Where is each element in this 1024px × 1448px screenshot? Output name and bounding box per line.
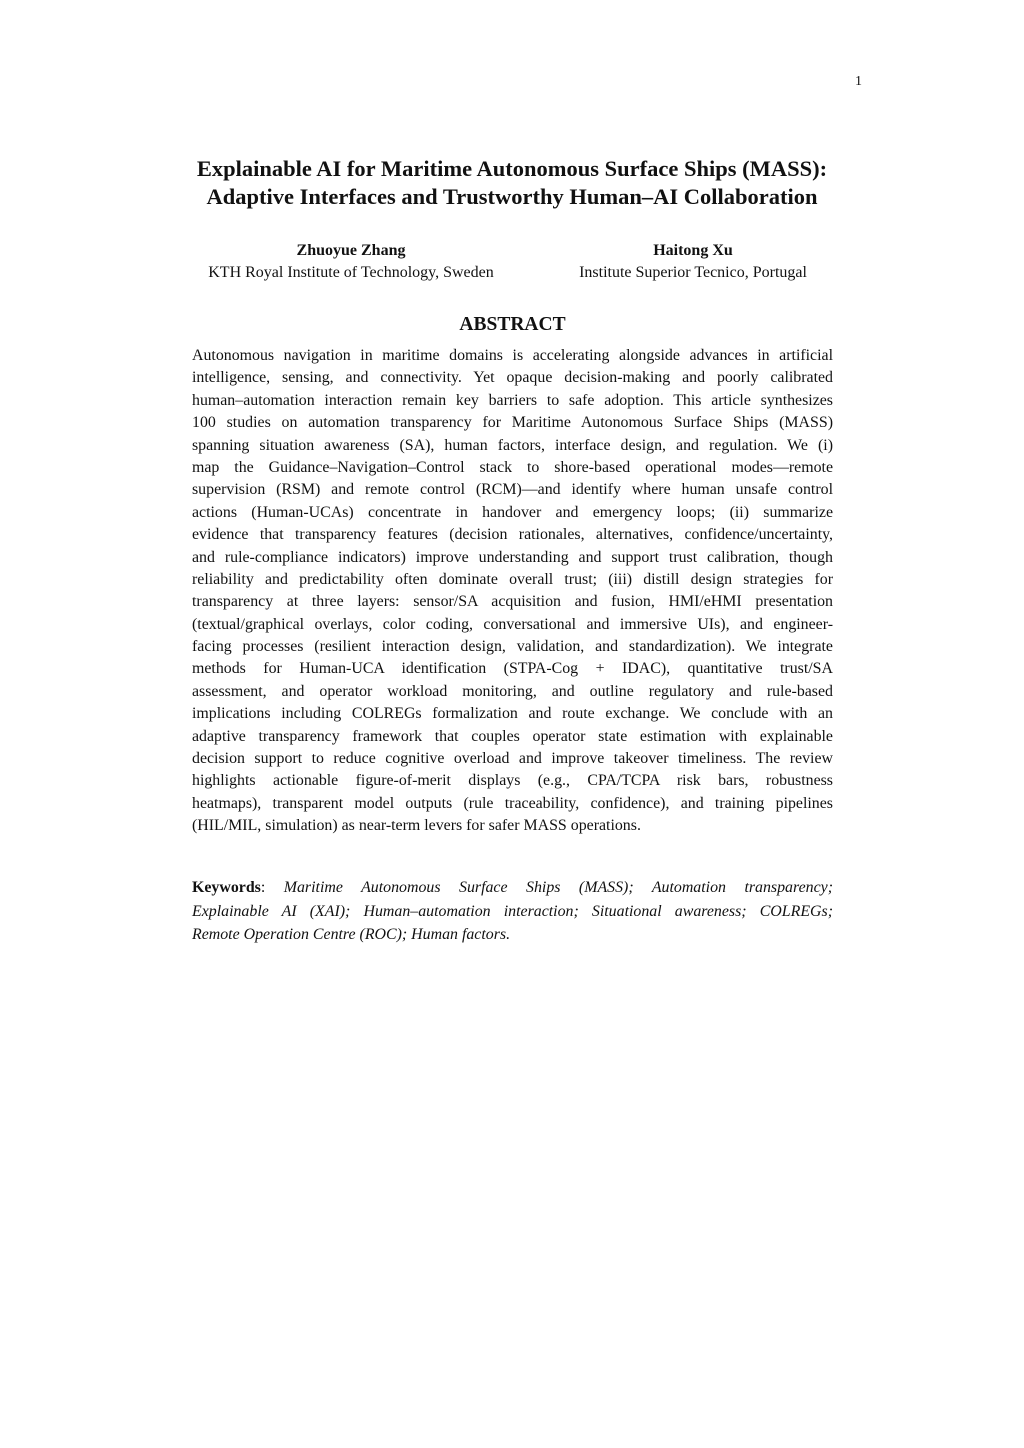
keywords [192,876,833,947]
abstract-line: methods for Human-UCA identification (STPA-Cog + IDAC), quantitative trust/SA [192,660,833,678]
abstract-line: facing processes (resilient interaction design, validation, and standardization). We integrate [192,638,833,656]
keywords-text: Explainable AI (XAI); Human–automation interaction; Situational awareness; COLREGs; [192,902,833,920]
abstract-line: map the Guidance–Navigation–Control stack to shore-based operational modes—remote [192,458,833,476]
abstract-line: (textual/graphical overlays, color coding, conversational and immersive UIs), and engineer- [192,615,833,633]
keywords-separator: : [260,879,284,896]
keywords-line [192,923,833,947]
abstract-line: intelligence, sensing, and connectivity. Yet opaque decision-making and poorly calibrated [192,369,833,387]
abstract-heading: ABSTRACT [459,314,566,335]
author-name: Haitong Xu [653,242,733,259]
abstract-line: (HIL/MIL, simulation) as near-term levers for safer MASS operations. [192,817,641,835]
title-line: Adaptive Interfaces and Trustworthy Human–AI Collaboration [206,184,818,209]
abstract-line: reliability and predictability often dominate overall trust; (iii) distill design strategies for [192,570,833,588]
paper-title [120,155,904,211]
abstract-line: supervision (RSM) and remote control (RCM)—and identify where human unsafe control [192,481,833,499]
abstract-line: decision support to reduce cognitive overload and improve takeover timeliness. The review [192,750,833,768]
keywords-label: Keywords [192,879,261,896]
title-line: Explainable AI for Maritime Autonomous Surface Ships (MASS): [196,156,828,181]
author-block-2 [523,240,863,284]
abstract-line: actions (Human-UCAs) concentrate in handover and emergency loops; (ii) summarize [192,503,833,521]
author-affiliation: Institute Superior Tecnico, Portugal [579,264,807,281]
abstract-line: implications including COLREGs formalization and route exchange. We conclude with an [192,705,833,723]
author-affiliation: KTH Royal Institute of Technology, Sweden [208,264,494,281]
page-number: 1 [855,74,862,89]
abstract-line: 100 studies on automation transparency for Maritime Autonomous Surface Ships (MASS) [192,414,833,432]
abstract-line: and rule-compliance indicators) improve understanding and support trust calibration, though [192,548,833,566]
abstract-line: Autonomous navigation in maritime domains is accelerating alongside advances in artificial [192,347,833,364]
keywords-text: Remote Operation Centre (ROC); Human factors. [192,926,511,943]
abstract-line: assessment, and operator workload monitoring, and outline regulatory and rule-based [192,682,833,700]
keywords-text: Maritime Autonomous Surface Ships (MASS); Automation transparency; [283,879,833,896]
abstract-line: human–automation interaction remain key barriers to safe adoption. This article synthesizes [192,391,833,409]
abstract-line: spanning situation awareness (SA), human factors, interface design, and regulation. We (i) [192,436,833,454]
abstract-line: heatmaps), transparent model outputs (rule traceability, confidence), and training pipelines [192,794,833,812]
abstract-line: transparency at three layers: sensor/SA acquisition and fusion, HMI/eHMI presentation [192,593,833,611]
author-block-1 [181,240,521,284]
keywords-line [192,876,833,900]
author-name: Zhuoyue Zhang [296,242,406,259]
abstract-body [192,345,833,838]
abstract-line: highlights actionable figure-of-merit displays (e.g., CPA/TCPA risk bars, robustness [192,772,833,790]
keywords-line [192,900,833,924]
abstract-line: evidence that transparency features (decision rationales, alternatives, confidence/uncertainty, [192,526,833,544]
abstract-line: adaptive transparency framework that couples operator state estimation with explainable [192,727,833,745]
